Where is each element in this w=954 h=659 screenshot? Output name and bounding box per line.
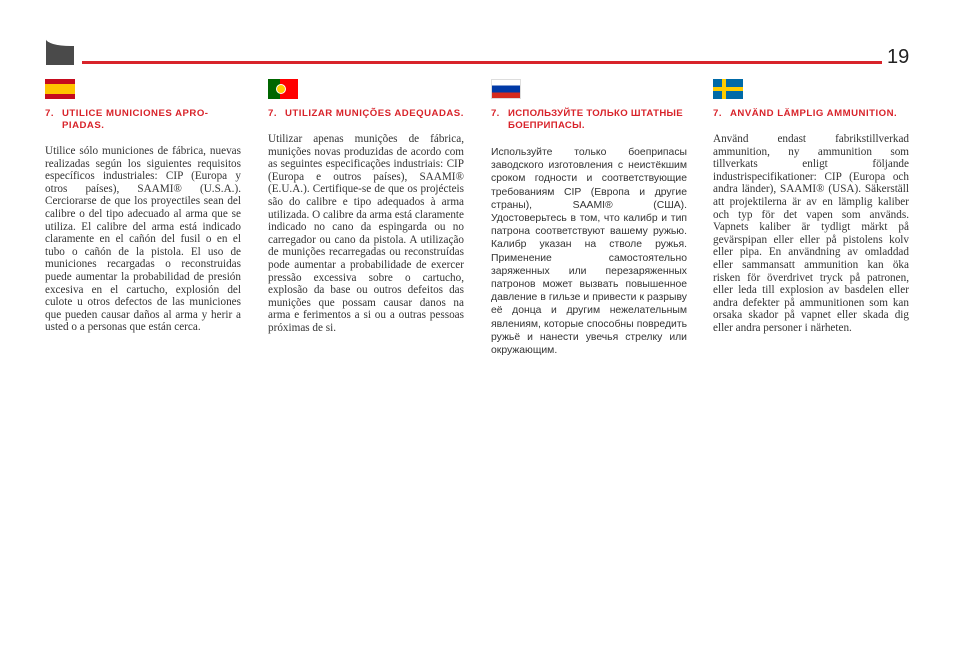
heading-number: 7. — [268, 108, 278, 119]
russia-flag-icon — [491, 79, 521, 99]
section-body: Utilice sólo municiones de fábrica, nuevas realizadas según los siguientes requisitos específicos industriales: CIP (Europa y otros países), SAAMI® (U.S.A.). Cerciorarse de que los proyectiles sean del calibre o del tipo adecuado al arma que se utiliza. El calibre del arma está indicado claramente en el cañón del fusil o en el tubo o cañón de la pistola. El uso de municiones recargadas o reconstruidas puede aumentar la probabilidad de presión excesiva en el cartucho, explosión del culote u otros defectos de las municiones que pueden causar daños al arma y herir a usted o a personas que están cerca. — [45, 145, 241, 334]
section-heading — [491, 108, 687, 132]
section-heading — [45, 108, 241, 132]
heading-text: ИСПОЛЬЗУЙТЕ ТОЛЬКО ШТАТНЫЕ БОЕПРИПАСЫ. — [508, 108, 683, 131]
section-body: Utilizar apenas munições de fábrica, munições novas produzidas de acordo com as seguintes especificações industriais: CIP (Europa e outros países), SAAMI® (E.U.A.). Certifique-se de que os projécteis são do calibre e tipo adequados à arma utilizada. O calibre da arma está claramente indicado no cano da espingarda ou no carregador ou cano da pistola. A utilização de munições recarregadas ou reconstruídas pode aumentar a probabilidade de exercer pressão excessiva sobre o cartucho, explosão da base ou outros defeitos das munições que possam causar danos na arma e ferimentos a si ou a outras pessoas próximas de si. — [268, 133, 464, 334]
section-heading — [713, 108, 909, 120]
heading-number: 7. — [45, 108, 55, 119]
spain-flag-icon — [45, 79, 75, 99]
column-portuguese — [268, 79, 464, 335]
column-russian — [491, 79, 687, 357]
section-heading — [268, 108, 464, 120]
column-spanish — [45, 79, 241, 334]
heading-text: UTILICE MUNICIONES APRO-PIADAS. — [62, 108, 209, 131]
column-swedish — [713, 79, 909, 335]
page-number: 19 — [887, 46, 910, 68]
section-body: Använd endast fabrikstillverkad ammunition, ny ammunition som tillverkats enligt följande industrispecifikationer: CIP (Europa och andra länder), SAAMI® (USA). Säkerställ att projektilerna är av en lämplig kaliber och typ för det vapen som används. Vapnets kaliber är tydligt märkt på gevärspipan eller eller på pistolens kolv eller pipa. En användning av omladdad eller sammansatt ammunition kan öka risken för överdrivet tryck på patronen, eller leda till explosion av basdelen eller andra defekter på ammunitionen som kan orsaka skador på vapnet eller skada dig eller andra personer i närheten. — [713, 133, 909, 334]
heading-text: UTILIZAR MUNIÇÕES ADEQUADAS. — [285, 108, 464, 119]
sweden-flag-icon — [713, 79, 743, 99]
heading-number: 7. — [491, 108, 500, 119]
header-rule — [82, 61, 882, 64]
portugal-flag-icon — [268, 79, 298, 99]
heading-text: ANVÄND LÄMPLIG AMMUNITION. — [730, 108, 898, 119]
corner-logo — [46, 39, 74, 65]
section-body: Используйте только боеприпасы заводского изготовления с неистёкшим сроком годности и соответствующие требованиям CIP (Европа и другие страны), SAAMI® (США). Удостоверьтесь в том, что калибр и тип патрона соответствуют вашему ружью. Калибр указан на стволе ружья. Применение самостоятельно заряженных или перезаряженных патронов может вызвать повышенное давление в гильзе и привести к разрыву её донца и другим нежелательным явлениям, которые способны повредить ружьё и нанести увечья стрелку или окружающим. — [491, 147, 687, 357]
heading-number: 7. — [713, 108, 723, 119]
